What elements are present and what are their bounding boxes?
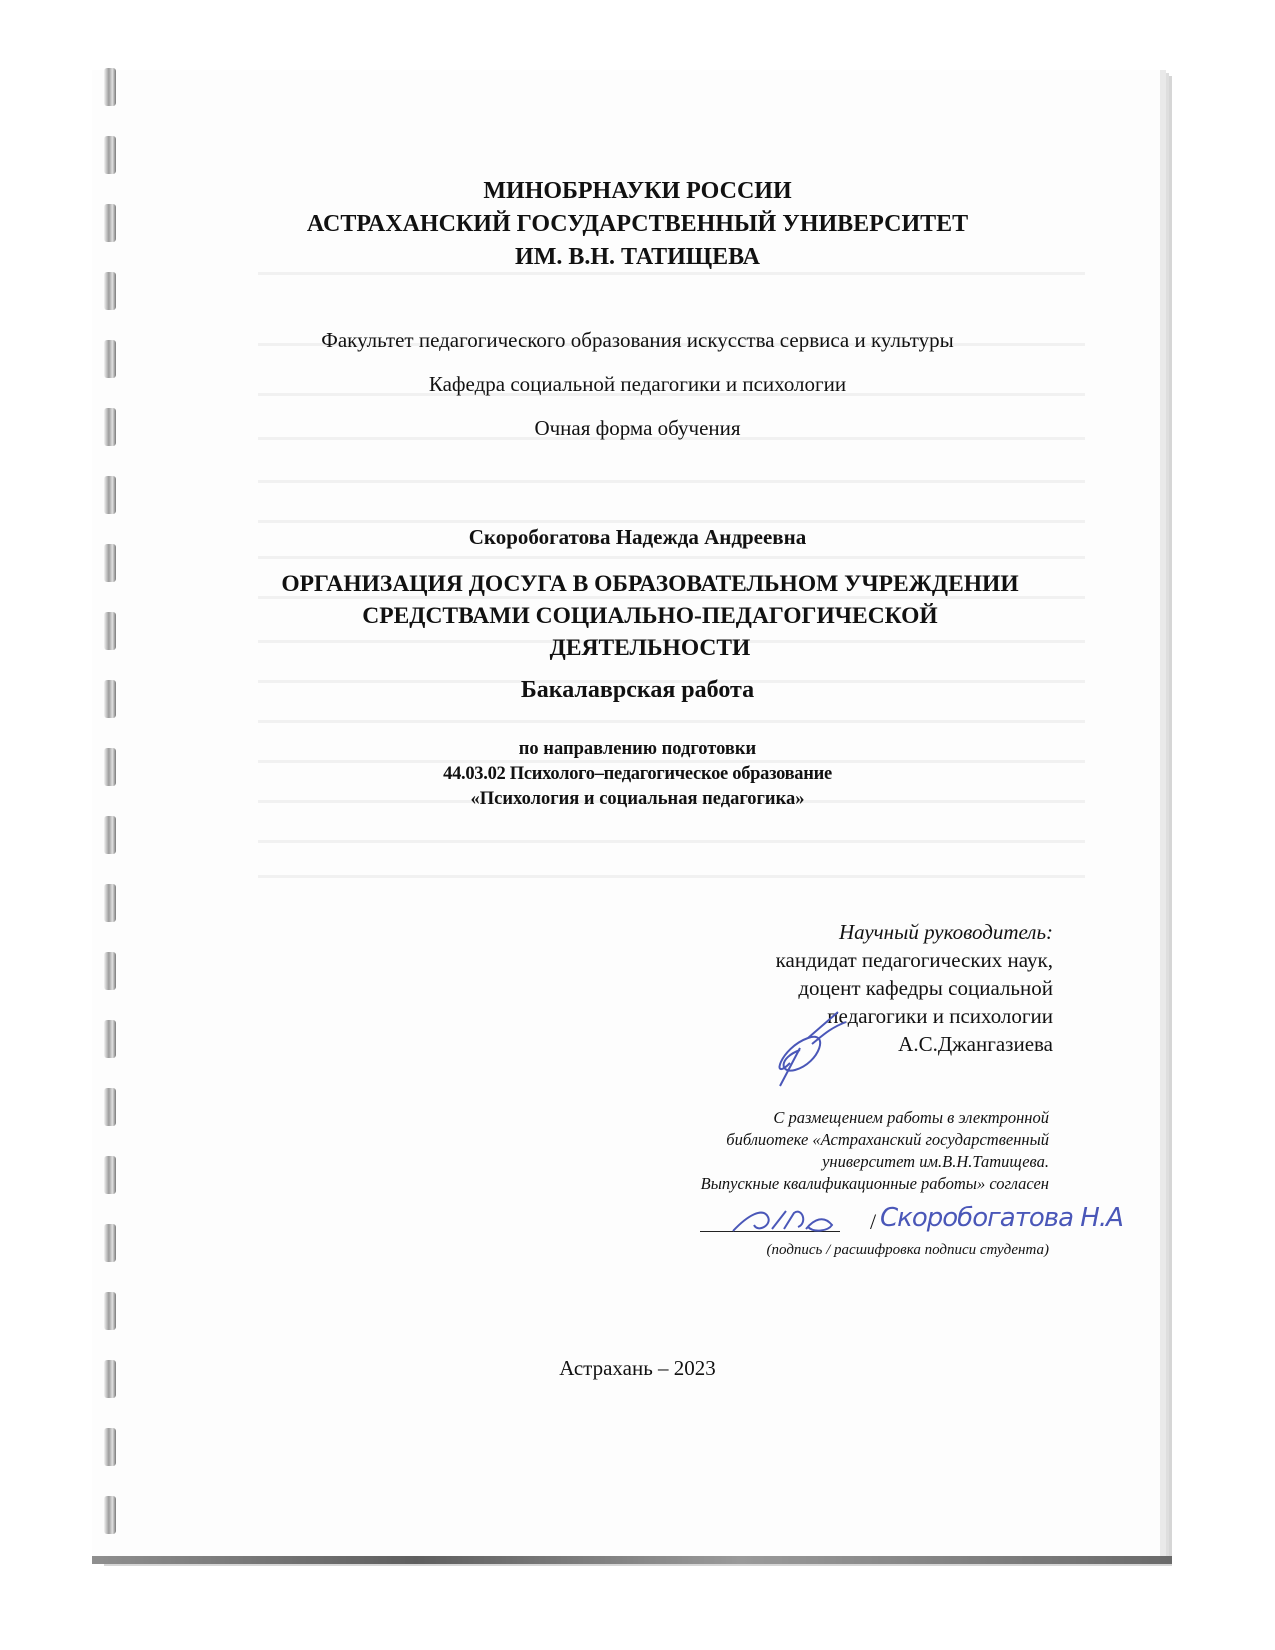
binding-ring <box>104 136 116 174</box>
consent-line: С размещением работы в электронной <box>773 1108 1049 1127</box>
binding-ring <box>104 476 116 514</box>
department-name: Кафедра социальной педагогики и психологии <box>428 372 847 396</box>
signature-separator: / <box>870 1209 877 1234</box>
institution-header <box>0 175 1275 274</box>
thesis-title-line: СРЕДСТВАМИ СОЦИАЛЬНО-ПЕДАГОГИЧЕСКОЙ <box>362 603 938 629</box>
binding-ring <box>104 1020 116 1058</box>
thesis-title <box>150 568 1150 664</box>
ministry-name: МИНОБРНАУКИ РОССИИ <box>483 178 792 204</box>
direction-label: по направлению подготовки <box>518 739 757 759</box>
binding-ring <box>104 1292 116 1330</box>
author-name: Скоробогатова Надежда Андреевна <box>468 525 807 549</box>
thesis-title-line: ДЕЯТЕЛЬНОСТИ <box>549 635 751 661</box>
binding-ring <box>104 1496 116 1534</box>
binding-ring <box>104 1088 116 1126</box>
university-name: АСТРАХАНСКИЙ ГОСУДАРСТВЕННЫЙ УНИВЕРСИТЕТ <box>306 211 969 237</box>
binding-ring <box>104 272 116 310</box>
advisor-degree: кандидат педагогических наук, <box>775 948 1053 972</box>
consent-line: университет им.В.Н.Татищева. <box>822 1152 1049 1171</box>
student-signature <box>728 1205 838 1237</box>
work-type: Бакалаврская работа <box>520 677 755 703</box>
city-year: Астрахань – 2023 <box>559 1356 716 1380</box>
direction-code: 44.03.02 Психолого–педагогическое образование <box>443 764 832 784</box>
binding-bottom-edge <box>92 1556 1172 1564</box>
binding-ring <box>104 612 116 650</box>
binding-ring <box>104 1428 116 1466</box>
thesis-title-line: ОРГАНИЗАЦИЯ ДОСУГА В ОБРАЗОВАТЕЛЬНОМ УЧРЕЖДЕНИИ <box>281 571 1019 597</box>
department-info <box>0 318 1275 450</box>
advisor-name: А.С.Джангазиева <box>898 1032 1053 1056</box>
study-direction <box>0 737 1275 812</box>
binding-ring <box>104 68 116 106</box>
paper-sheet <box>92 70 1160 1560</box>
binding-ring <box>104 1156 116 1194</box>
binding-ring <box>104 952 116 990</box>
advisor-label: Научный руководитель: <box>838 920 1053 944</box>
library-consent <box>701 1107 1049 1195</box>
direction-profile: «Психология и социальная педагогика» <box>470 789 805 809</box>
study-form: Очная форма обучения <box>534 416 741 440</box>
faculty-name: Факультет педагогического образования искусства сервиса и культуры <box>321 328 954 352</box>
student-handwritten-name: Скоробогатова Н.А <box>880 1203 1123 1233</box>
binding-ring <box>104 884 116 922</box>
advisor-position: доцент кафедры социальной <box>798 976 1053 1000</box>
consent-line: библиотеке «Астраханский государственный <box>726 1130 1049 1149</box>
consent-line: Выпускные квалификационные работы» согласен <box>700 1174 1049 1193</box>
binding-ring <box>104 816 116 854</box>
advisor-department: педагогики и психологии <box>827 1004 1053 1028</box>
university-name-suffix: ИМ. В.Н. ТАТИЩЕВА <box>515 244 760 270</box>
signature-caption: (подпись / расшифровка подписи студента) <box>766 1242 1049 1258</box>
binding-ring <box>104 1224 116 1262</box>
